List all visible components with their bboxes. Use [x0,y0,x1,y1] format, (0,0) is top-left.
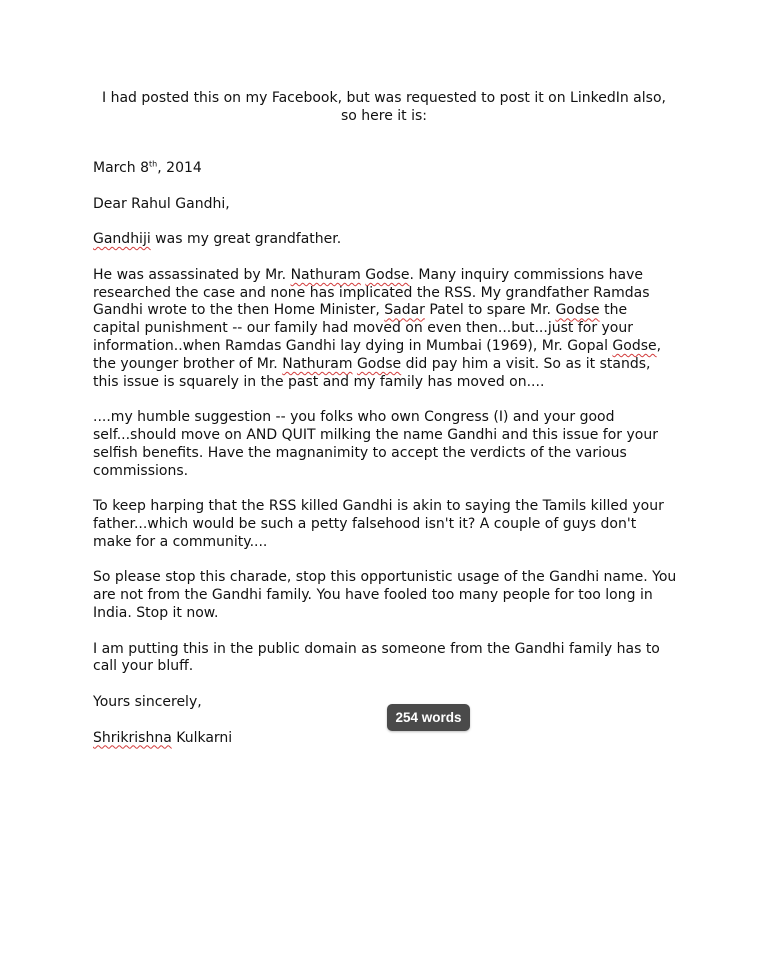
text-run: was my great grandfather. [150,231,342,248]
text-run: Kulkarni [171,729,233,746]
intro-text: I had posted this on my Facebook, but was requested to post it on LinkedIn also, so here it is: [102,90,666,124]
paragraph-4: To keep harping that the RSS killed Gandhi is akin to saying the Tamils killed your father...which would be such a petty falsehood isn't it? A couple of guys don't make for a community.... [93,498,664,550]
text-run: , the younger brother of Mr. [93,337,662,372]
misspelled-word[interactable]: Shrikrishna [93,729,172,746]
letter-date [93,160,677,178]
misspelled-word[interactable]: Godse [365,266,410,283]
date-month-day: March 8 [93,160,150,176]
paragraph-1 [93,231,677,249]
paragraph-3: ....my humble suggestion -- you folks who own Congress (I) and your good self...should move on AND QUIT milking the name Gandhi and this issue for your selfish benefits. Have the magnanimity to accept the verdicts of the various commissions. [93,409,658,479]
letter-body [93,160,677,765]
misspelled-word[interactable]: Godse [612,337,657,354]
misspelled-word[interactable]: Gandhiji [93,231,151,248]
text-run: the capital punishment -- our family had moved on even then...but...just for your information..when Ramdas Gandhi lay dying in Mumbai (1969), Mr. Gopal [93,302,633,354]
text-run: He was assassinated by Mr. [93,266,291,283]
misspelled-word[interactable]: Godse [356,355,402,372]
word-count-badge[interactable]: 254 words [387,704,470,731]
date-ordinal-suffix: th [149,159,158,169]
misspelled-word[interactable]: Nathuram [282,355,353,372]
misspelled-word[interactable]: Godse [555,302,600,319]
date-year: , 2014 [157,160,202,176]
text-run: did pay him a visit. So as it stands, this issue is squarely in the past and my family has moved on.... [93,355,651,390]
paragraph-6: I am putting this in the public domain as someone from the Gandhi family has to call your bluff. [93,640,660,675]
text-run: Patel to spare Mr. [424,302,556,319]
paragraph-5: So please stop this charade, stop this opportunistic usage of the Gandhi name. You are not from the Gandhi family. You have fooled too many people for too long in India. Stop it now. [93,569,677,621]
misspelled-word[interactable]: Nathuram [290,266,361,283]
closing: Yours sincerely, [93,693,202,710]
salutation: Dear Rahul Gandhi, [93,195,230,212]
paragraph-2 [93,267,677,392]
signature [93,730,677,748]
misspelled-word[interactable]: Sadar [384,302,425,319]
text-run: . Many inquiry commissions have researched the case and none has implicated the RSS. My grandfather Ramdas Gandhi wrote to the then Home Minister, [93,266,650,319]
